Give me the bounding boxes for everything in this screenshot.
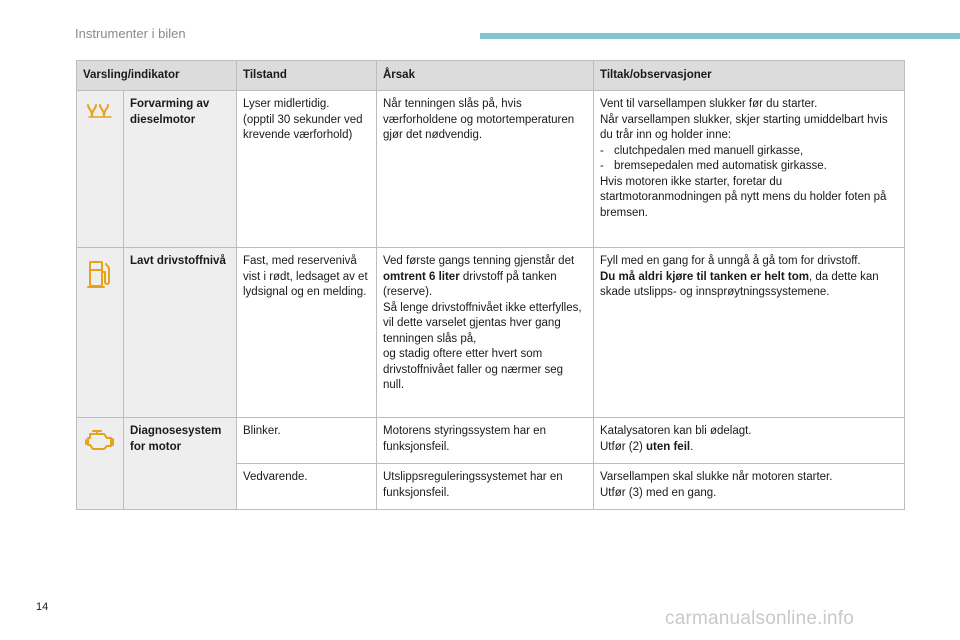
column-header-cause: Årsak — [377, 61, 594, 91]
state-cell: Fast, med reservenivå vist i rødt, ledsaget av et lydsignal og en melding. — [237, 248, 377, 418]
icon-cell — [77, 91, 124, 248]
warning-table — [76, 60, 905, 510]
cause-cell: Når tenningen slås på, hvis værforholdene og motortemperaturen gjør det nødvendig. — [377, 91, 594, 248]
cause-cell: Utslippsreguleringssystemet har en funksjonsfeil. — [377, 464, 594, 510]
indicator-name: Forvarming av dieselmotor — [124, 91, 237, 248]
state-cell: Lyser midlertidig. (opptil 30 sekunder ved krevende værforhold) — [237, 91, 377, 248]
page-header-title: Instrumenter i bilen — [75, 26, 186, 41]
table-row — [77, 91, 905, 248]
icon-cell — [77, 418, 124, 510]
column-header-state: Tilstand — [237, 61, 377, 91]
table-row — [77, 418, 905, 464]
action-line: Vent til varsellampen slukker før du starter. — [600, 98, 818, 110]
watermark: carmanualsonline.info — [665, 608, 855, 629]
state-cell: Blinker. — [237, 418, 377, 464]
indicator-name: Lavt drivstoffnivå — [124, 248, 237, 418]
cause-cell: Ved første gangs tenning gjenstår det omtrent 6 liter drivstoff på tanken (reserve). Så lenge drivstoffnivået ikke etterfylles, vil dette varselet gjentas hver gang tenningen slås på, og stadig oftere etter hvert som drivstoffnivået faller og nærmer seg null. — [377, 248, 594, 418]
fuel-pump-icon — [87, 258, 113, 290]
header-accent-bar — [480, 33, 960, 39]
action-cell — [594, 91, 905, 248]
indicator-name: Diagnosesystem for motor — [124, 418, 237, 510]
action-cell: Katalysatoren kan bli ødelagt. Utfør (2) uten feil. — [594, 418, 905, 464]
icon-cell — [77, 248, 124, 418]
engine-check-icon — [85, 428, 115, 452]
action-emphasis: Du må aldri kjøre til tanken er helt tom — [600, 270, 809, 283]
table-row — [77, 248, 905, 418]
action-bullet: - clutchpedalen med manuell girkasse, — [600, 144, 804, 157]
page-number: 14 — [36, 601, 49, 613]
state-cell: Vedvarende. — [237, 464, 377, 510]
action-cell: Varsellampen skal slukke når motoren starter. Utfør (3) med en gang. — [594, 464, 905, 510]
action-emphasis: uten feil — [646, 440, 691, 453]
cause-cell: Motorens styringssystem har en funksjonsfeil. — [377, 418, 594, 464]
action-cell: Fyll med en gang for å unngå å gå tom for drivstoff. Du må aldri kjøre til tanken er helt tom, da dette kan skade utslipps- og innsprøytningssystemene. — [594, 248, 905, 418]
action-bullet: - bremsepedalen med automatisk girkasse. — [600, 160, 827, 172]
cause-emphasis: omtrent 6 liter — [383, 270, 460, 283]
action-line: Hvis motoren ikke starter, foretar du startmotoranmodningen på nytt mens du holder foten på bremsen. — [600, 175, 887, 219]
action-line: Når varsellampen slukker, skjer starting umiddelbart hvis du trår inn og holder inne: — [600, 113, 888, 141]
column-header-action: Tiltak/observasjoner — [594, 61, 905, 91]
glow-plug-icon — [86, 101, 114, 121]
table-header-row — [77, 61, 905, 91]
column-header-indicator: Varsling/indikator — [77, 61, 237, 91]
